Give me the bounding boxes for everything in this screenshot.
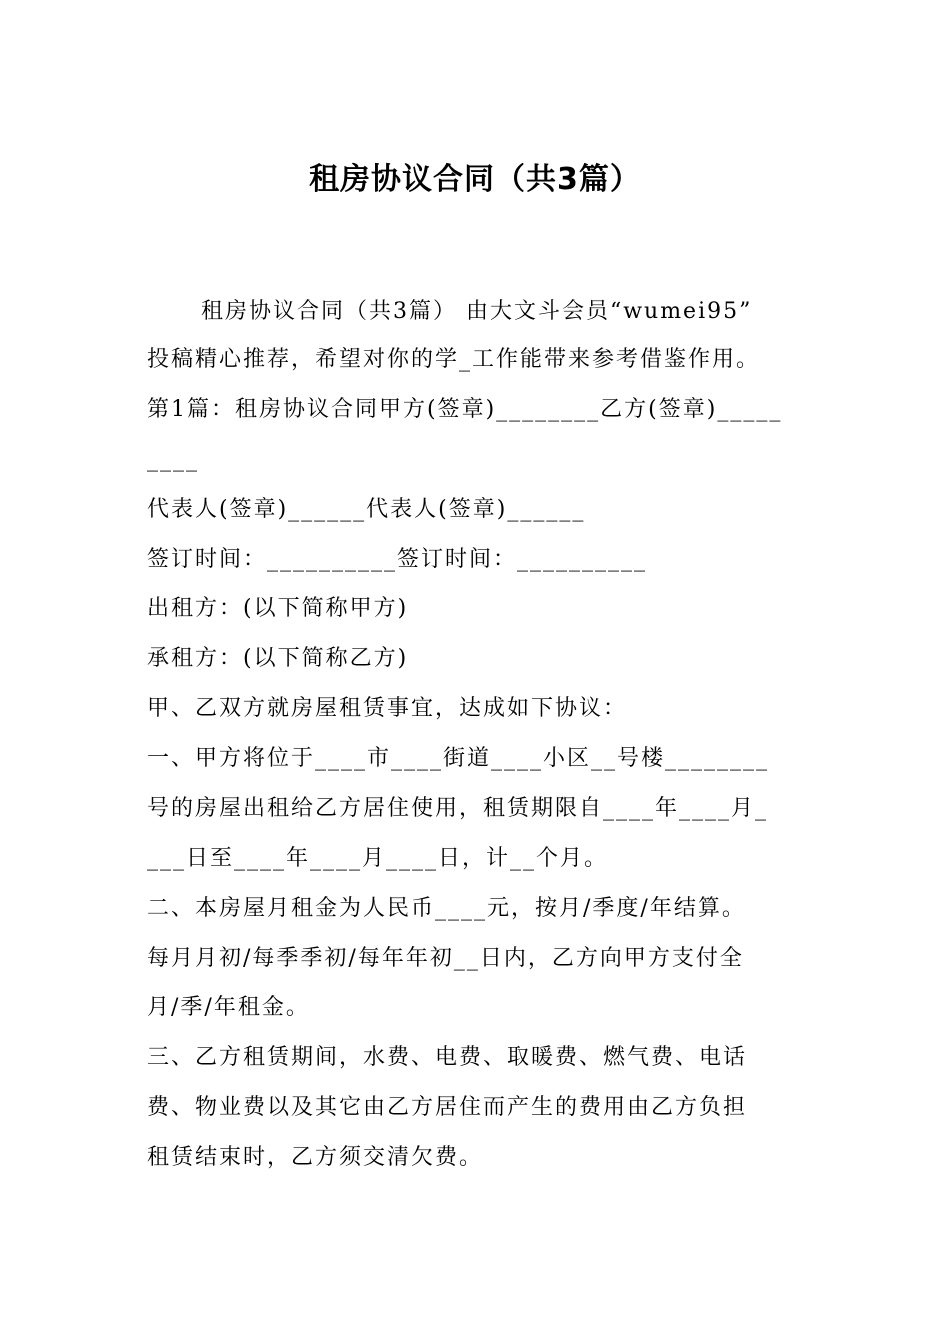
- paragraph-line: 甲、乙双方就房屋租赁事宜，达成如下协议：: [147, 696, 628, 721]
- paragraph-line: 二、本房屋月租金为人民币____元，按月/季度/年结算。: [147, 896, 746, 921]
- paragraph-line: 承租方：(以下简称乙方): [147, 646, 409, 671]
- paragraph-line: 第1篇：租房协议合同甲方(签章)________乙方(签章)_____: [147, 397, 783, 422]
- paragraph-line: 投稿精心推荐，希望对你的学_工作能带来参考借鉴作用。: [147, 347, 761, 372]
- paragraph-line: ____: [147, 447, 199, 472]
- paragraph-line: 出租方：(以下简称甲方): [147, 596, 409, 621]
- paragraph-line: 签订时间：__________签订时间：__________: [147, 547, 648, 572]
- paragraph-line: 费、物业费以及其它由乙方居住而产生的费用由乙方负担: [147, 1095, 748, 1120]
- paragraph-line: 号的房屋出租给乙方居住使用，租赁期限自____年____月_: [147, 796, 769, 821]
- paragraph-line: 月/季/年租金。: [147, 995, 310, 1020]
- paragraph-line: 每月月初/每季季初/每年年初__日内，乙方向甲方支付全: [147, 946, 744, 971]
- paragraph-line: 三、乙方租赁期间，水费、电费、取暖费、燃气费、电话: [147, 1045, 748, 1070]
- paragraph-line: 一、甲方将位于____市____街道____小区__号楼________: [147, 746, 770, 771]
- paragraph-line: 租房协议合同（共3篇） 由大文斗会员“wumei95”: [147, 299, 753, 324]
- document-title: 租房协议合同（共3篇）: [309, 162, 641, 197]
- paragraph-line: 代表人(签章)______代表人(签章)______: [147, 497, 586, 522]
- paragraph-line: ___日至____年____月____日，计__个月。: [147, 846, 609, 871]
- paragraph-line: 租赁结束时，乙方须交清欠费。: [147, 1145, 484, 1170]
